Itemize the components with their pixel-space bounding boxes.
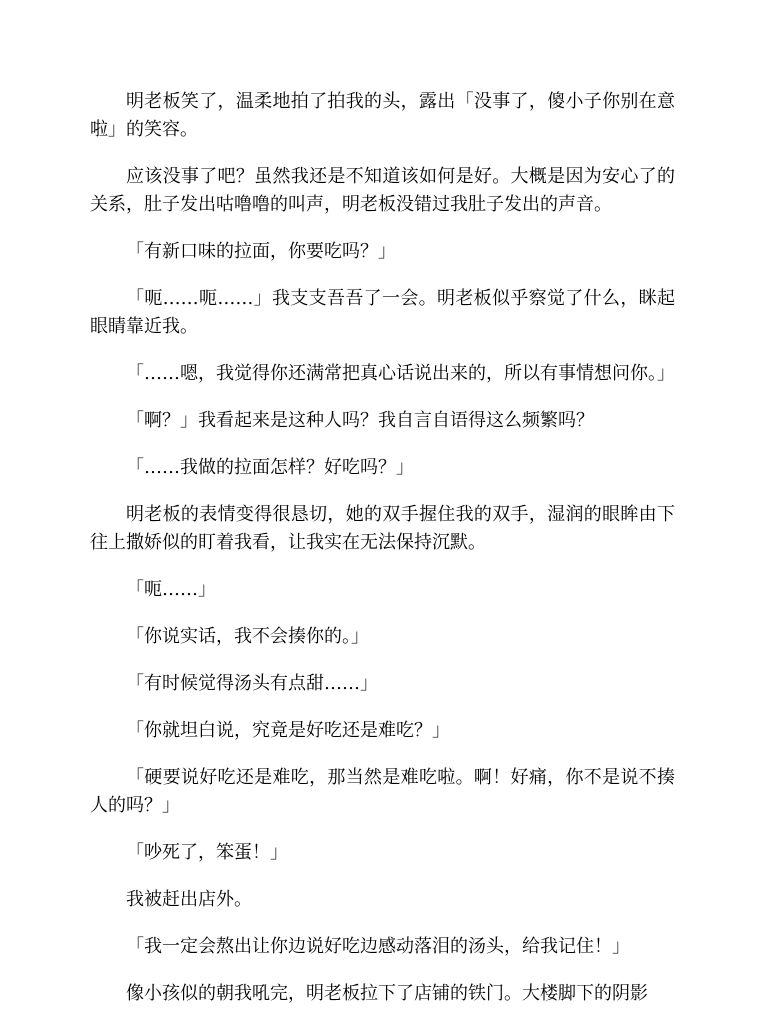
paragraph-1: 明老板笑了，温柔地拍了拍我的头，露出「没事了，傻小子你别在意啦」的笑容。	[90, 91, 675, 140]
paragraph-6: 「啊？」我看起来是这种人吗？我自言自语得这么频繁吗？	[126, 410, 594, 431]
paragraph-13: 「硬要说好吃还是难吃，那当然是难吃啦。啊！好痛，你不是说不揍人的吗？」	[90, 767, 675, 816]
paragraph-16: 「我一定会熬出让你边说好吃边感动落泪的汤头，给我记住！」	[126, 936, 630, 957]
paragraph-7: 「……我做的拉面怎样？好吃吗？」	[126, 457, 414, 478]
paragraph-8: 明老板的表情变得很恳切，她的双手握住我的双手，湿润的眼眸由下往上撒娇似的盯着我看，让我实在无法保持沉默。	[90, 504, 675, 553]
paragraph-4: 「呃……呃……」我支支吾吾了一会。明老板似乎察觉了什么，眯起眼睛靠近我。	[90, 288, 675, 337]
paragraph-17: 像小孩似的朝我吼完，明老板拉下了店铺的铁门。大楼脚下的阴影	[126, 983, 648, 1004]
paragraph-5: 「……嗯，我觉得你还满常把真心话说出来的，所以有事情想问你。」	[126, 363, 675, 384]
paragraph-3: 「有新口味的拉面，你要吃吗？」	[126, 241, 396, 262]
paragraph-10: 「你说实话，我不会揍你的。」	[126, 626, 369, 647]
paragraph-12: 「你就坦白说，究竟是好吃还是难吃？」	[126, 720, 450, 741]
paragraph-11: 「有时候觉得汤头有点甜……」	[126, 673, 378, 694]
paragraph-2: 应该没事了吧？虽然我还是不知道该如何是好。大概是因为安心了的关系，肚子发出咕噜噜的叫声，明老板没错过我肚子发出的声音。	[90, 166, 675, 215]
paragraph-14: 「吵死了，笨蛋！」	[126, 842, 288, 863]
document-page	[90, 88, 675, 1027]
paragraph-15: 我被赶出店外。	[126, 889, 252, 910]
paragraph-9: 「呃……」	[126, 579, 216, 600]
